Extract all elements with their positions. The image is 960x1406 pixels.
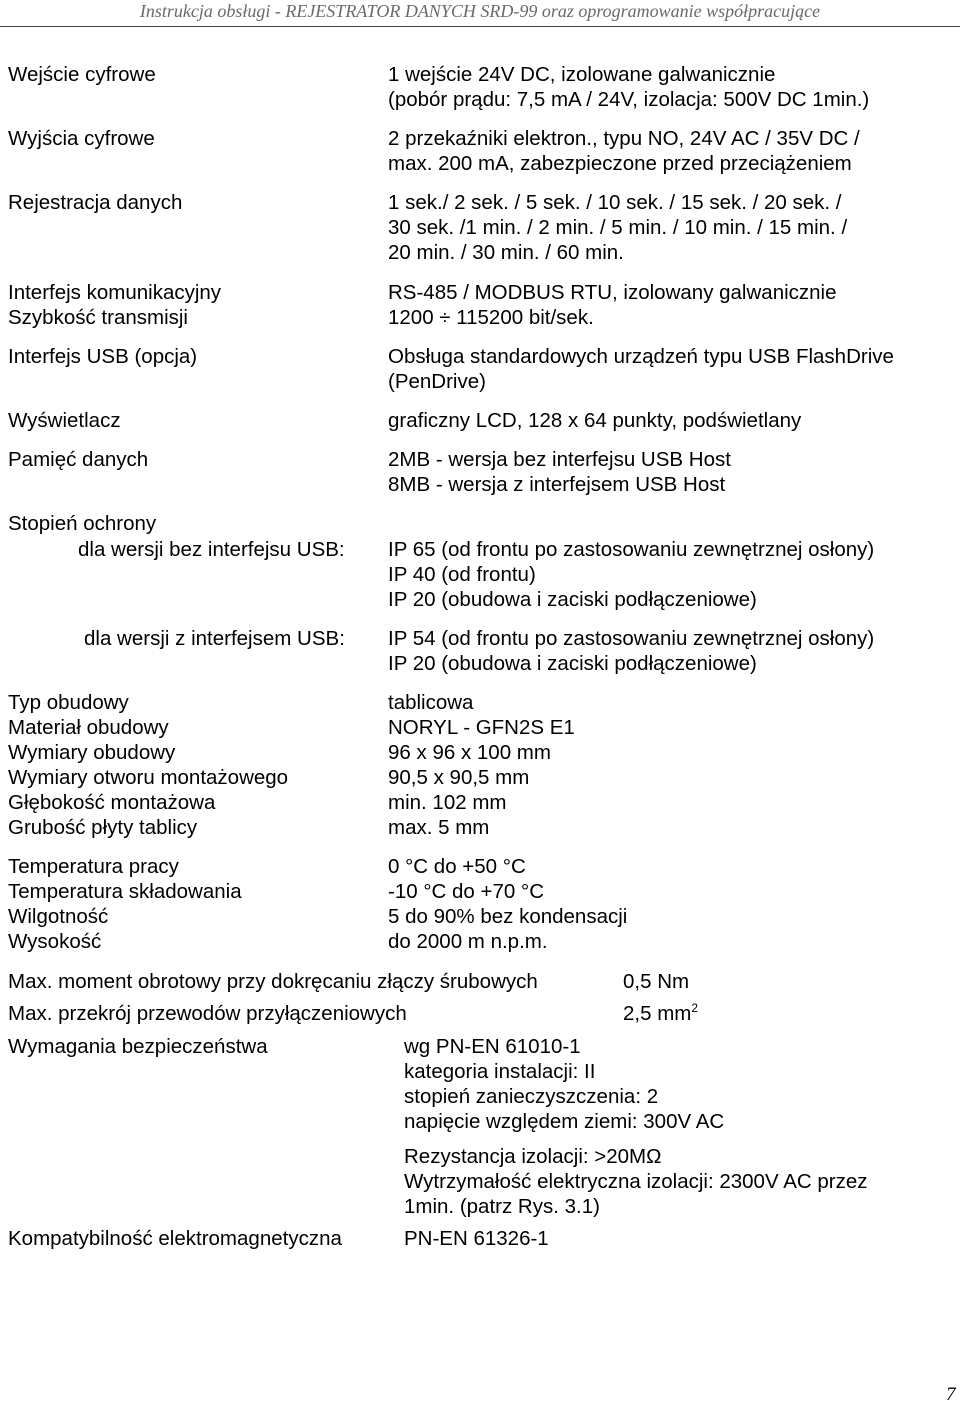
digital-input-value-2: (pobór prądu: 7,5 mA / 24V, izolacja: 500V DC 1min.) xyxy=(388,88,870,111)
storage-temp-label: Temperatura składowania xyxy=(8,880,242,903)
digital-input-value-1: 1 wejście 24V DC, izolowane galwanicznie xyxy=(388,63,776,86)
cutout-dimensions-label: Wymiary otworu montażowego xyxy=(8,766,289,789)
page-header: Instrukcja obsługi - REJESTRATOR DANYCH SRD-99 oraz oprogramowanie współpracujące xyxy=(139,1,821,21)
display-label: Wyświetlacz xyxy=(8,409,121,432)
comm-interface-value: RS-485 / MODBUS RTU, izolowany galwanicznie xyxy=(388,281,837,304)
baud-rate-value: 1200 ÷ 115200 bit/sek. xyxy=(388,306,594,329)
mounting-depth-value: min. 102 mm xyxy=(388,791,507,814)
protection-no-usb-value-1: IP 65 (od frontu po zastosowaniu zewnętrznej osłony) xyxy=(388,538,875,561)
protection-no-usb-value-3: IP 20 (obudowa i zaciski podłączeniowe) xyxy=(388,588,757,611)
safety-value-1: wg PN-EN 61010-1 xyxy=(404,1035,581,1058)
humidity-label: Wilgotność xyxy=(8,905,109,928)
emc-label: Kompatybilność elektromagnetyczna xyxy=(8,1227,342,1250)
page-number: 7 xyxy=(946,1384,956,1405)
protection-no-usb-value-2: IP 40 (od frontu) xyxy=(388,563,536,586)
emc-value: PN-EN 61326-1 xyxy=(404,1227,549,1250)
data-logging-value-2: 30 sek. /1 min. / 2 min. / 5 min. / 10 min. / 15 min. / xyxy=(388,216,848,239)
protection-title: Stopień ochrony xyxy=(8,512,157,535)
housing-dimensions-value: 96 x 96 x 100 mm xyxy=(388,741,551,764)
storage-temp-value: -10 °C do +70 °C xyxy=(388,880,544,903)
housing-type-label: Typ obudowy xyxy=(8,691,129,714)
humidity-value: 5 do 90% bez kondensacji xyxy=(388,905,628,928)
torque-value: 0,5 Nm xyxy=(623,970,690,993)
protection-no-usb-label: dla wersji bez interfejsu USB: xyxy=(78,538,345,561)
digital-outputs-value-1: 2 przekaźniki elektron., typu NO, 24V AC / 35V DC / xyxy=(388,127,860,150)
panel-thickness-label: Grubość płyty tablicy xyxy=(8,816,198,839)
safety-label: Wymagania bezpieczeństwa xyxy=(8,1035,268,1058)
usb-interface-value-2: (PenDrive) xyxy=(388,370,486,393)
altitude-label: Wysokość xyxy=(8,930,102,953)
data-memory-value-2: 8MB - wersja z interfejsem USB Host xyxy=(388,473,726,496)
protection-with-usb-label: dla wersji z interfejsem USB: xyxy=(84,627,345,650)
mounting-depth-label: Głębokość montażowa xyxy=(8,791,216,814)
usb-interface-value-1: Obsługa standardowych urządzeń typu USB FlashDrive xyxy=(388,345,894,368)
data-logging-label: Rejestracja danych xyxy=(8,191,183,214)
data-logging-value-3: 20 min. / 30 min. / 60 min. xyxy=(388,241,624,264)
operating-temp-value: 0 °C do +50 °C xyxy=(388,855,526,878)
comm-interface-label: Interfejs komunikacyjny xyxy=(8,281,222,304)
display-value: graficzny LCD, 128 x 64 punkty, podświetlany xyxy=(388,409,802,432)
baud-rate-label: Szybkość transmisji xyxy=(8,306,188,329)
data-logging-value-1: 1 sek./ 2 sek. / 5 sek. / 10 sek. / 15 sek. / 20 sek. / xyxy=(388,191,842,214)
cross-section-value xyxy=(623,1001,698,1026)
data-memory-label: Pamięć danych xyxy=(8,448,149,471)
insulation-value-2: Wytrzymałość elektryczna izolacji: 2300V AC przez xyxy=(404,1170,868,1193)
header-divider xyxy=(0,26,960,27)
digital-outputs-label: Wyjścia cyfrowe xyxy=(8,127,155,150)
housing-material-value: NORYL - GFN2S E1 xyxy=(388,716,575,739)
housing-material-label: Materiał obudowy xyxy=(8,716,169,739)
altitude-value: do 2000 m n.p.m. xyxy=(388,930,548,953)
usb-interface-label: Interfejs USB (opcja) xyxy=(8,345,198,368)
cross-section-superscript: 2 xyxy=(691,1001,699,1015)
housing-type-value: tablicowa xyxy=(388,691,474,714)
panel-thickness-value: max. 5 mm xyxy=(388,816,490,839)
safety-value-3: stopień zanieczyszczenia: 2 xyxy=(404,1085,659,1108)
protection-with-usb-value-2: IP 20 (obudowa i zaciski podłączeniowe) xyxy=(388,652,757,675)
cross-section-label: Max. przekrój przewodów przyłączeniowych xyxy=(8,1002,407,1025)
protection-with-usb-value-1: IP 54 (od frontu po zastosowaniu zewnętrznej osłony) xyxy=(388,627,875,650)
data-memory-value-1: 2MB - wersja bez interfejsu USB Host xyxy=(388,448,731,471)
torque-label: Max. moment obrotowy przy dokręcaniu złączy śrubowych xyxy=(8,970,538,993)
digital-input-label: Wejście cyfrowe xyxy=(8,63,156,86)
insulation-value-1: Rezystancja izolacji: >20MΩ xyxy=(404,1145,662,1168)
safety-value-2: kategoria instalacji: II xyxy=(404,1060,596,1083)
housing-dimensions-label: Wymiary obudowy xyxy=(8,741,176,764)
safety-value-4: napięcie względem ziemi: 300V AC xyxy=(404,1110,725,1133)
cross-section-number: 2,5 mm xyxy=(623,1002,692,1025)
digital-outputs-value-2: max. 200 mA, zabezpieczone przed przeciążeniem xyxy=(388,152,852,175)
cutout-dimensions-value: 90,5 x 90,5 mm xyxy=(388,766,530,789)
insulation-value-3: 1min. (patrz Rys. 3.1) xyxy=(404,1195,600,1218)
operating-temp-label: Temperatura pracy xyxy=(8,855,179,878)
